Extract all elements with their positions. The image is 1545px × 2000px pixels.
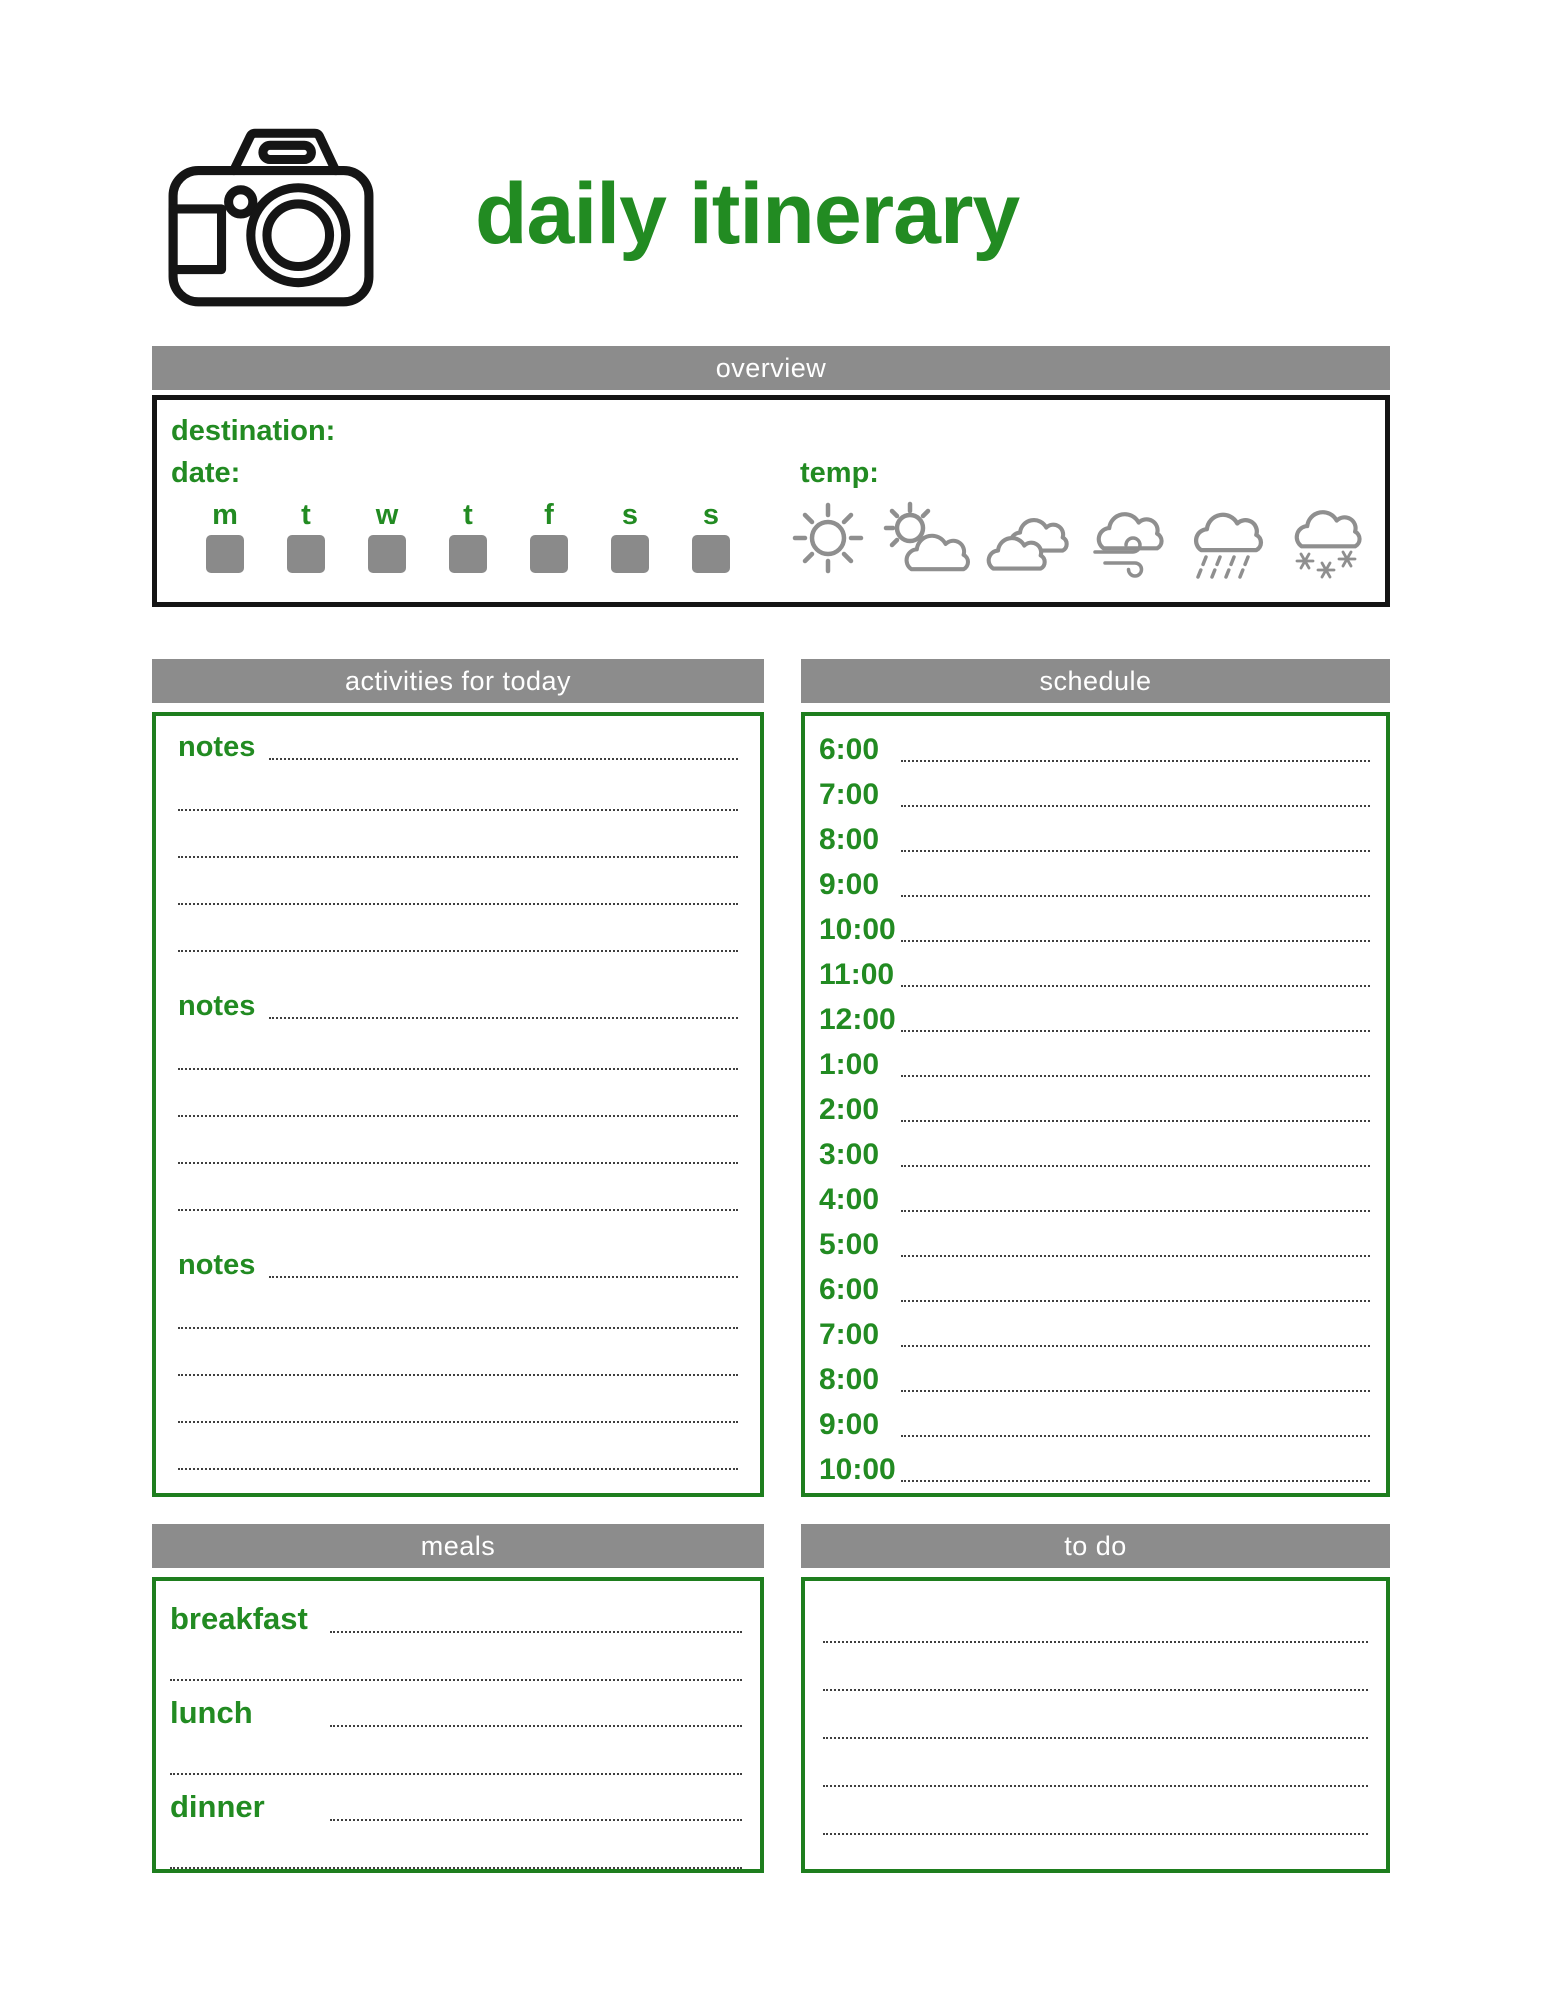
notes-fill-line[interactable] bbox=[178, 1164, 738, 1211]
schedule-row bbox=[819, 812, 1370, 857]
notes-fill-line[interactable] bbox=[178, 1282, 738, 1329]
notes-fill-line[interactable] bbox=[269, 1017, 738, 1019]
notes-label: notes bbox=[178, 990, 256, 1022]
schedule-time-label: 8:00 bbox=[819, 823, 880, 856]
meals-header-label: meals bbox=[420, 1530, 496, 1561]
schedule-time-label: 10:00 bbox=[819, 1453, 896, 1486]
schedule-fill-line[interactable] bbox=[901, 805, 1370, 807]
schedule-time-label: 8:00 bbox=[819, 1363, 880, 1396]
schedule-fill-line[interactable] bbox=[901, 1120, 1370, 1122]
page-title: daily itinerary bbox=[475, 165, 1020, 262]
meal-fill-line[interactable] bbox=[330, 1819, 742, 1821]
schedule-fill-line[interactable] bbox=[901, 1300, 1370, 1302]
meal-group-lunch bbox=[170, 1683, 742, 1777]
notes-fill-line[interactable] bbox=[178, 1023, 738, 1070]
partly-cloudy-icon[interactable] bbox=[879, 494, 975, 582]
notes-fill-line[interactable] bbox=[178, 1376, 738, 1423]
todo-fill-line[interactable] bbox=[823, 1643, 1368, 1691]
schedule-fill-line[interactable] bbox=[901, 1210, 1370, 1212]
activities-header-bar bbox=[152, 659, 764, 703]
notes-fill-line[interactable] bbox=[178, 764, 738, 811]
notes-label: notes bbox=[178, 731, 256, 763]
camera-icon bbox=[165, 118, 377, 310]
schedule-row bbox=[819, 722, 1370, 767]
schedule-row bbox=[819, 1082, 1370, 1127]
todo-fill-line[interactable] bbox=[823, 1595, 1368, 1643]
schedule-fill-line[interactable] bbox=[901, 895, 1370, 897]
overview-box bbox=[152, 395, 1390, 607]
day-letter: s bbox=[621, 499, 639, 531]
schedule-fill-line[interactable] bbox=[901, 1480, 1370, 1482]
schedule-row bbox=[819, 947, 1370, 992]
day-checkbox-friday[interactable] bbox=[530, 535, 568, 573]
lunch-label: lunch bbox=[170, 1695, 253, 1730]
weekday-selector bbox=[203, 500, 780, 573]
weather-selector bbox=[780, 494, 1371, 582]
schedule-row bbox=[819, 902, 1370, 947]
todo-fill-line[interactable] bbox=[823, 1691, 1368, 1739]
schedule-row bbox=[819, 1172, 1370, 1217]
schedule-row bbox=[819, 1037, 1370, 1082]
notes-fill-line[interactable] bbox=[269, 1276, 738, 1278]
day-letter: m bbox=[212, 499, 238, 531]
date-label: date: bbox=[171, 457, 241, 489]
schedule-row bbox=[819, 1352, 1370, 1397]
schedule-time-label: 2:00 bbox=[819, 1093, 880, 1126]
schedule-row bbox=[819, 857, 1370, 902]
meal-group-breakfast bbox=[170, 1589, 742, 1683]
notes-fill-line[interactable] bbox=[178, 858, 738, 905]
schedule-row bbox=[819, 1127, 1370, 1172]
schedule-fill-line[interactable] bbox=[901, 1255, 1370, 1257]
day-letter: t bbox=[301, 499, 311, 531]
schedule-fill-line[interactable] bbox=[901, 850, 1370, 852]
schedule-time-label: 10:00 bbox=[819, 913, 896, 946]
destination-label: destination: bbox=[171, 415, 336, 447]
notes-fill-line[interactable] bbox=[269, 758, 738, 760]
schedule-time-label: 12:00 bbox=[819, 1003, 896, 1036]
schedule-row bbox=[819, 1307, 1370, 1352]
notes-group bbox=[178, 718, 738, 952]
notes-fill-line[interactable] bbox=[178, 1117, 738, 1164]
day-checkbox-sunday[interactable] bbox=[692, 535, 730, 573]
rainy-icon[interactable] bbox=[1176, 494, 1272, 582]
day-cell-tuesday bbox=[284, 500, 328, 573]
notes-group bbox=[178, 1236, 738, 1470]
meal-fill-line[interactable] bbox=[170, 1731, 742, 1775]
day-cell-saturday bbox=[608, 500, 652, 573]
schedule-fill-line[interactable] bbox=[901, 760, 1370, 762]
day-cell-sunday bbox=[689, 500, 733, 573]
schedule-time-label: 5:00 bbox=[819, 1228, 880, 1261]
schedule-row bbox=[819, 1442, 1370, 1487]
schedule-fill-line[interactable] bbox=[901, 940, 1370, 942]
meals-box bbox=[152, 1577, 764, 1873]
schedule-fill-line[interactable] bbox=[901, 1030, 1370, 1032]
notes-fill-line[interactable] bbox=[178, 1423, 738, 1470]
schedule-time-label: 11:00 bbox=[819, 958, 895, 991]
schedule-fill-line[interactable] bbox=[901, 1345, 1370, 1347]
cloudy-icon[interactable] bbox=[978, 494, 1074, 582]
day-letter: s bbox=[702, 499, 720, 531]
page-header bbox=[0, 0, 1545, 320]
notes-label: notes bbox=[178, 1249, 256, 1281]
schedule-header-bar bbox=[801, 659, 1390, 703]
todo-fill-line[interactable] bbox=[823, 1739, 1368, 1787]
schedule-time-label: 7:00 bbox=[819, 778, 880, 811]
windy-icon[interactable] bbox=[1077, 494, 1173, 582]
schedule-header-label: schedule bbox=[1039, 665, 1152, 696]
temp-label: temp: bbox=[800, 457, 879, 489]
schedule-time-label: 6:00 bbox=[819, 1273, 880, 1306]
meal-fill-line[interactable] bbox=[330, 1725, 742, 1727]
day-checkbox-thursday[interactable] bbox=[449, 535, 487, 573]
meal-group-dinner bbox=[170, 1777, 742, 1871]
todo-fill-line[interactable] bbox=[823, 1787, 1368, 1835]
schedule-time-label: 3:00 bbox=[819, 1138, 880, 1171]
day-letter: t bbox=[463, 499, 473, 531]
day-letter: f bbox=[544, 499, 554, 531]
schedule-time-label: 6:00 bbox=[819, 733, 880, 766]
todo-box bbox=[801, 1577, 1390, 1873]
schedule-time-label: 9:00 bbox=[819, 1408, 880, 1441]
todo-header-label: to do bbox=[1064, 1530, 1127, 1561]
meal-fill-line[interactable] bbox=[330, 1631, 742, 1633]
day-cell-monday bbox=[203, 500, 247, 573]
todo-header-bar bbox=[801, 1524, 1390, 1568]
activities-box bbox=[152, 712, 764, 1497]
schedule-time-label: 4:00 bbox=[819, 1183, 880, 1216]
snowy-icon[interactable] bbox=[1275, 494, 1371, 582]
schedule-fill-line[interactable] bbox=[901, 1075, 1370, 1077]
notes-group bbox=[178, 977, 738, 1211]
schedule-time-label: 1:00 bbox=[819, 1048, 880, 1081]
overview-header-bar bbox=[152, 346, 1390, 390]
day-cell-friday bbox=[527, 500, 571, 573]
schedule-fill-line[interactable] bbox=[901, 985, 1370, 987]
activities-header-label: activities for today bbox=[344, 665, 572, 696]
schedule-time-label: 9:00 bbox=[819, 868, 880, 901]
day-cell-wednesday bbox=[365, 500, 409, 573]
day-letter: w bbox=[375, 499, 399, 531]
schedule-row bbox=[819, 767, 1370, 812]
day-checkbox-wednesday[interactable] bbox=[368, 535, 406, 573]
schedule-box bbox=[801, 712, 1390, 1497]
schedule-fill-line[interactable] bbox=[901, 1435, 1370, 1437]
schedule-row bbox=[819, 1262, 1370, 1307]
schedule-fill-line[interactable] bbox=[901, 1165, 1370, 1167]
sunny-icon[interactable] bbox=[780, 494, 876, 582]
day-checkbox-monday[interactable] bbox=[206, 535, 244, 573]
breakfast-label: breakfast bbox=[170, 1601, 308, 1636]
day-checkbox-tuesday[interactable] bbox=[287, 535, 325, 573]
overview-header-label: overview bbox=[715, 352, 827, 383]
schedule-row bbox=[819, 992, 1370, 1037]
meals-header-bar bbox=[152, 1524, 764, 1568]
schedule-time-label: 7:00 bbox=[819, 1318, 880, 1351]
notes-fill-line[interactable] bbox=[178, 1329, 738, 1376]
notes-fill-line[interactable] bbox=[178, 905, 738, 952]
schedule-row bbox=[819, 1397, 1370, 1442]
dinner-label: dinner bbox=[170, 1789, 265, 1824]
schedule-fill-line[interactable] bbox=[901, 1390, 1370, 1392]
day-checkbox-saturday[interactable] bbox=[611, 535, 649, 573]
notes-fill-line[interactable] bbox=[178, 1070, 738, 1117]
day-cell-thursday bbox=[446, 500, 490, 573]
schedule-row bbox=[819, 1217, 1370, 1262]
meal-fill-line[interactable] bbox=[170, 1637, 742, 1681]
meal-fill-line[interactable] bbox=[170, 1825, 742, 1869]
notes-fill-line[interactable] bbox=[178, 811, 738, 858]
